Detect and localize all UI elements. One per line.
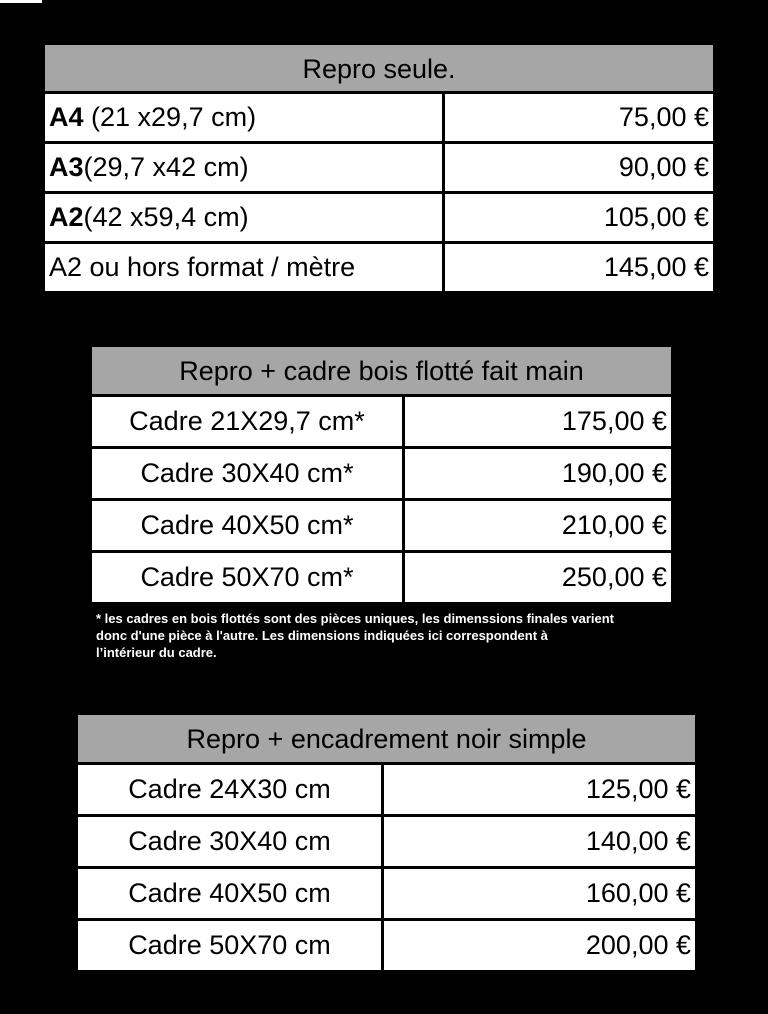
table-row [92,553,671,602]
noir-simple-table [78,715,695,970]
format-dimensions: (21 x29,7 cm) [83,102,257,132]
price-value: 145,00 € [445,244,713,291]
frame-size-label: Cadre 30X40 cm* [92,449,402,498]
price-value: 105,00 € [445,194,713,241]
format-code: A4 [49,102,84,132]
format-label [45,244,442,291]
price-value: 200,00 € [384,921,695,970]
frame-size-label: Cadre 40X50 cm [78,869,381,918]
frame-size-label: Cadre 21X29,7 cm* [92,397,402,446]
format-label [45,144,442,191]
frame-size-label: Cadre 30X40 cm [78,817,381,866]
table-row [45,94,713,141]
price-value: 140,00 € [384,817,695,866]
table-row [92,449,671,498]
footnote-line: donc d'une pièce à l'autre. Les dimensions indiquées ici correspondent à [96,628,548,643]
footnote-line: * les cadres en bois flottés sont des pièces uniques, les dimenssions finales varient [96,611,615,626]
price-value: 160,00 € [384,869,695,918]
price-value: 90,00 € [445,144,713,191]
price-value: 175,00 € [405,397,671,446]
price-value: 250,00 € [405,553,671,602]
frame-size-label: Cadre 24X30 cm [78,765,381,814]
format-dimensions: A2 ou hors format / mètre [49,252,356,282]
table-row [78,817,695,866]
format-dimensions: (42 x59,4 cm) [83,202,249,232]
format-code: A3 [49,152,84,182]
table-row [45,194,713,241]
table-row [45,144,713,191]
bois-flotte-table [92,347,671,602]
corner-mark [0,0,42,3]
table-row [78,869,695,918]
table-title: Repro seule. [45,45,713,91]
price-value: 210,00 € [405,501,671,550]
price-value: 125,00 € [384,765,695,814]
table-row [92,397,671,446]
format-code: A2 [49,202,84,232]
table-row [45,244,713,291]
table-row [92,501,671,550]
frame-size-label: Cadre 50X70 cm [78,921,381,970]
footnote-line: l’intérieur du cadre. [96,645,217,660]
table-title: Repro + encadrement noir simple [78,715,695,762]
table-row [78,921,695,970]
frame-size-label: Cadre 50X70 cm* [92,553,402,602]
frame-size-label: Cadre 40X50 cm* [92,501,402,550]
repro-seule-table [45,45,713,291]
format-label [45,94,442,141]
bois-flotte-footnote [96,610,686,661]
format-dimensions: (29,7 x42 cm) [83,152,249,182]
table-title: Repro + cadre bois flotté fait main [92,347,671,394]
format-label [45,194,442,241]
price-value: 75,00 € [445,94,713,141]
price-value: 190,00 € [405,449,671,498]
table-row [78,765,695,814]
